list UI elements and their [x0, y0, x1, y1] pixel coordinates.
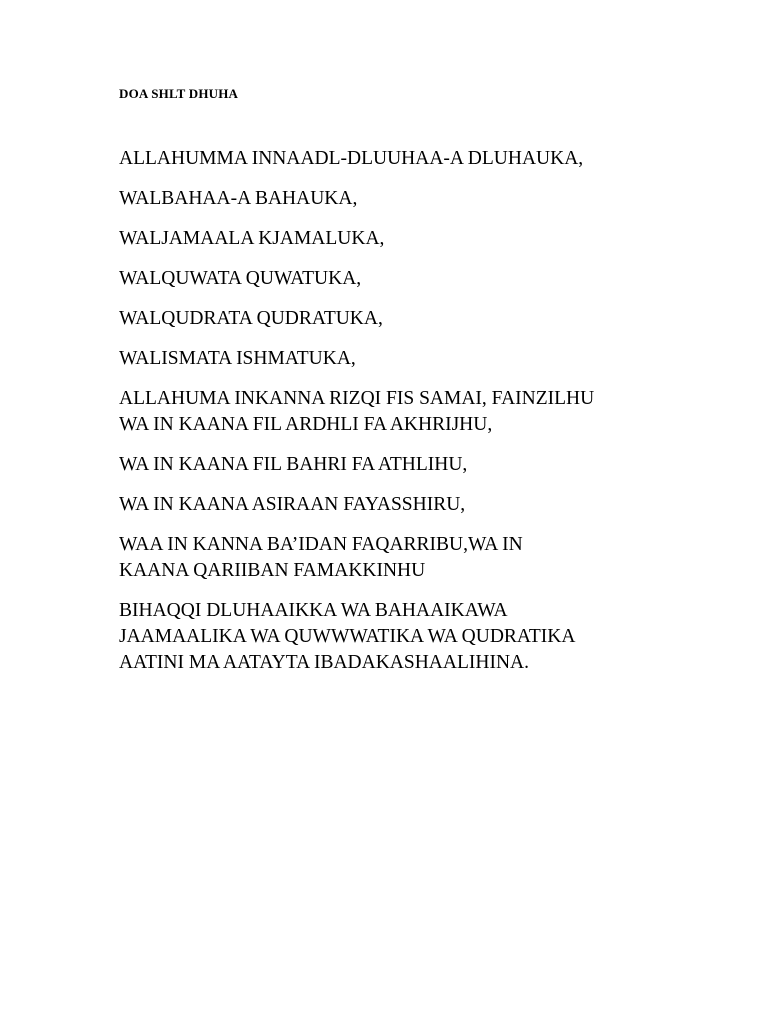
- prayer-line: JAAMAALIKA WA QUWWWATIKA WA QUDRATIKA: [119, 626, 576, 647]
- prayer-line: ALLAHUMA INKANNA RIZQI FIS SAMAI, FAINZILHU: [119, 388, 595, 409]
- prayer-paragraph: [119, 532, 679, 584]
- prayer-line: BIHAQQI DLUHAAIKKA WA BAHAAIKAWA: [119, 600, 508, 621]
- document-title: DOA SHLT DHUHA: [119, 86, 239, 101]
- prayer-paragraph: [119, 452, 679, 478]
- prayer-paragraph: [119, 226, 679, 252]
- prayer-line: ALLAHUMMA INNAADL-DLUUHAA-A DLUHAUKA,: [119, 148, 584, 169]
- prayer-paragraph: [119, 386, 679, 438]
- prayer-line: WA IN KAANA FIL BAHRI FA ATHLIHU,: [119, 454, 468, 475]
- prayer-line: WAA IN KANNA BA’IDAN FAQARRIBU,WA IN: [119, 534, 523, 555]
- prayer-line: WA IN KAANA FIL ARDHLI FA AKHRIJHU,: [119, 414, 493, 435]
- prayer-paragraph: [119, 598, 679, 676]
- prayer-line: WALJAMAALA KJAMALUKA,: [119, 228, 385, 249]
- prayer-line: WA IN KAANA ASIRAAN FAYASSHIRU,: [119, 494, 466, 515]
- prayer-paragraph: [119, 492, 679, 518]
- prayer-paragraph: [119, 186, 679, 212]
- prayer-paragraph: [119, 306, 679, 332]
- prayer-line: KAANA QARIIBAN FAMAKKINHU: [119, 560, 426, 581]
- prayer-line: WALBAHAA-A BAHAUKA,: [119, 188, 358, 209]
- prayer-paragraph: [119, 146, 679, 172]
- prayer-line: WALQUDRATA QUDRATUKA,: [119, 308, 383, 329]
- document-body: [119, 146, 679, 690]
- prayer-paragraph: [119, 346, 679, 372]
- prayer-paragraph: [119, 266, 679, 292]
- prayer-line: WALISMATA ISHMATUKA,: [119, 348, 356, 369]
- prayer-line: WALQUWATA QUWATUKA,: [119, 268, 362, 289]
- prayer-line: AATINI MA AATAYTA IBADAKASHAALIHINA.: [119, 652, 529, 673]
